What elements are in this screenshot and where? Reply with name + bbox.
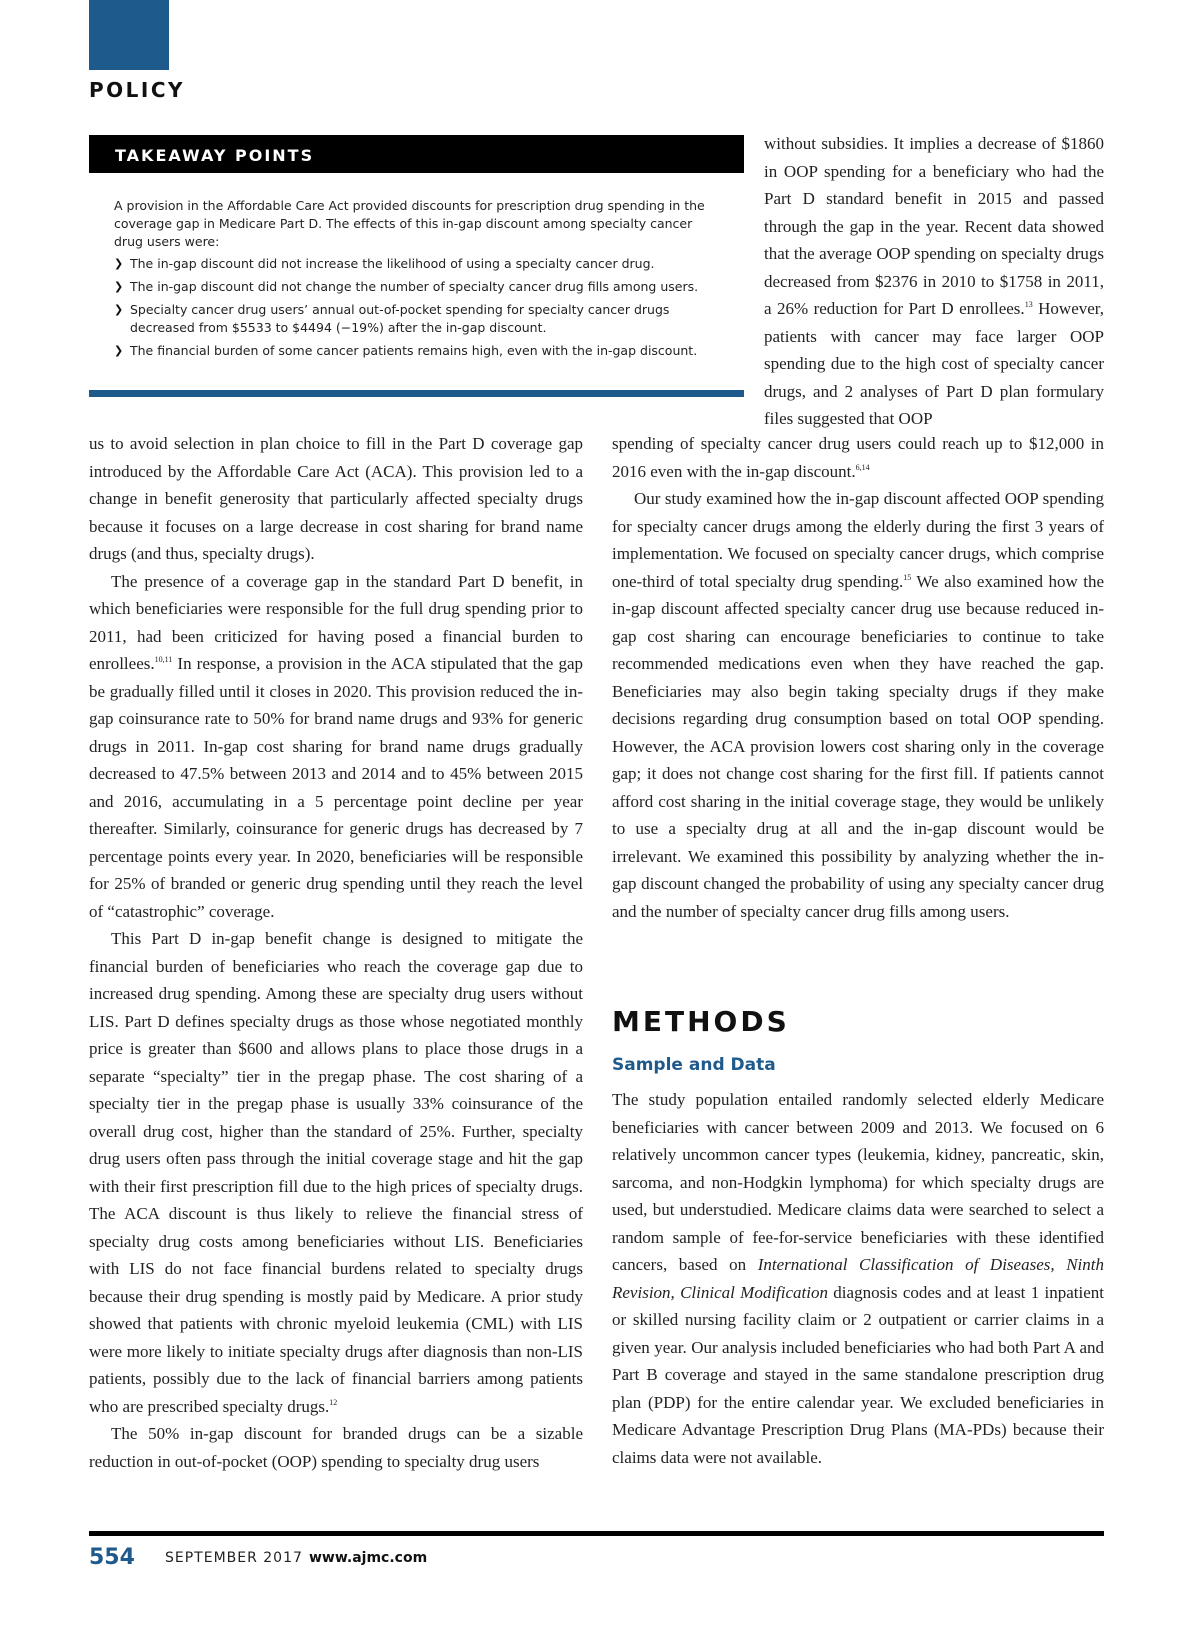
paragraph: The 50% in-gap discount for branded drugs can be a sizable reduction in out-of-pocket (OOP) spending to specialty drug users xyxy=(89,1424,583,1471)
paragraph xyxy=(612,485,1104,925)
paragraph-text: spending of specialty cancer drug users could reach up to $12,000 in 2016 even with the in-gap discount. xyxy=(612,434,1104,481)
paragraph-text: However, patients with cancer may face larger OOP spending due to the high cost of specialty cancer drugs, and 2 analyses of Part D plan formulary files suggested that OOP xyxy=(764,299,1105,428)
takeaway-point xyxy=(114,278,724,296)
chevron-right-icon: ❯ xyxy=(114,257,124,270)
takeaway-point-text: The in-gap discount did not change the number of specialty cancer drug fills among users. xyxy=(130,279,699,294)
right-column-bottom xyxy=(612,1086,1104,1471)
paragraph xyxy=(89,568,583,926)
paragraph-text: Our study examined how the in-gap discount affected OOP spending for specialty cancer drugs among the elderly during the first 3 years of implementation. We focused on specialty cancer drugs, which comprise one-third of total specialty drug spending. xyxy=(612,489,1104,591)
paragraph xyxy=(612,1086,1104,1471)
right-column-top xyxy=(764,130,1104,433)
right-column-middle xyxy=(612,430,1104,925)
paragraph-text: without subsidies. It implies a decrease of $1860 in OOP spending for a beneficiary who had the Part D standard benefit in 2015 and passed through the gap in the year. Recent data showed that the average OOP spending on specialty drugs decreased from $2376 in 2010 to $1758 in 2011, a 26% reduction for Part D enrollees. xyxy=(764,134,1104,318)
paragraph xyxy=(764,130,1104,433)
paragraph-text: In response, a provision in the ACA stipulated that the gap be gradually filled until it closes in 2020. This provision reduced the in-gap coinsurance rate to 50% for brand name drugs and 93% for generic drugs in 2011. In-gap cost sharing for brand name drugs gradually decreased to 47.5% between 2013 and 2014 and to 45% between 2015 and 2016, accumulating in a 5 percentage point decline per year thereafter. Similarly, coinsurance for generic drugs has decreased by 7 percentage points every year. In 2020, beneficiaries will be responsible for 25% of branded or generic drug spending until they reach the level of “catastrophic” coverage. xyxy=(89,654,583,921)
chevron-right-icon: ❯ xyxy=(114,303,124,316)
footer-url[interactable]: www.ajmc.com xyxy=(309,1550,428,1566)
paragraph-text: We also examined how the in-gap discount affected specialty cancer drug use because reduced in-gap cost sharing can encourage beneficiaries to continue to take recommended medications even when they have reached the gap. Beneficiaries may also begin taking specialty drugs if they make decisions regarding drug consumption based on total OOP spending. However, the ACA provision lowers cost sharing only in the coverage gap; it does not change cost sharing for the first fill. If patients cannot afford cost sharing in the initial coverage stage, they would be unlikely to use a specialty drug at all and the in-gap discount would be irrelevant. We examined this possibility by analyzing whether the in-gap discount changed the probability of using any specialty cancer drug and the number of specialty cancer drug fills among users. xyxy=(612,571,1104,921)
takeaway-point xyxy=(114,255,724,273)
takeaway-point xyxy=(114,301,724,337)
reference-marker: 13 xyxy=(1024,300,1033,309)
takeaway-point-text: Specialty cancer drug users’ annual out-of-pocket spending for specialty cancer drugs decreased from $5533 to $4494 (−19%) after the in-gap discount. xyxy=(130,302,670,335)
methods-subheading: Sample and Data xyxy=(612,1055,776,1075)
footer-date: SEPTEMBER 2017 xyxy=(165,1550,303,1566)
chevron-right-icon: ❯ xyxy=(114,280,124,293)
section-label: POLICY xyxy=(89,78,186,102)
chevron-right-icon: ❯ xyxy=(114,344,124,357)
italic-text: International Classification of Diseases, Ninth Revision, Clinical Modification xyxy=(612,1255,1104,1302)
reference-marker: 10,11 xyxy=(154,655,173,664)
takeaway-point-text: The in-gap discount did not increase the likelihood of using a specialty cancer drug. xyxy=(130,256,655,271)
paragraph xyxy=(89,925,583,1420)
methods-heading: METHODS xyxy=(612,1005,790,1038)
takeaway-title: TAKEAWAY POINTS xyxy=(115,146,315,165)
page-number: 554 xyxy=(89,1545,135,1570)
takeaway-list xyxy=(114,255,724,360)
reference-marker: 6,14 xyxy=(855,462,870,472)
reference-marker: 15 xyxy=(903,572,912,582)
paragraph: us to avoid selection in plan choice to fill in the Part D coverage gap introduced by the Affordable Care Act (ACA). This provision led to a change in benefit generosity that particularly affected specialty drugs because it focuses on a large decrease in cost sharing for brand name drugs (and thus, specialty drugs). xyxy=(89,434,583,563)
left-column xyxy=(89,430,583,1475)
takeaway-point-text: The financial burden of some cancer patients remains high, even with the in-gap discount. xyxy=(130,343,698,358)
paragraph-text: diagnosis codes and at least 1 inpatient or skilled nursing facility claim or 2 outpatient or carrier claims in a given year. Our analysis included beneficiaries who had both Part A and Part B coverage and stayed in the same standalone prescription drug plan (PDP) for the entire calendar year. We excluded beneficiaries in Medicare Advantage Prescription Drug Plans (MA-PDs) because their claims data were not available. xyxy=(612,1282,1104,1467)
takeaway-point xyxy=(114,342,724,360)
takeaway-bottom-rule xyxy=(89,390,744,397)
paragraph xyxy=(612,430,1104,485)
takeaway-body xyxy=(114,197,724,365)
takeaway-intro: A provision in the Affordable Care Act provided discounts for prescription drug spending in the coverage gap in Medicare Part D. The effects of this in-gap discount among specialty cancer drug users were: xyxy=(114,198,705,249)
paragraph-text: This Part D in-gap benefit change is designed to mitigate the financial burden of beneficiaries who reach the coverage gap due to increased drug spending. Among these are specialty drug users without LIS. Part D defines specialty drugs as those whose negotiated monthly price is greater than $600 and allows plans to place those drugs in a separate “specialty” tier in the pregap phase. The cost sharing of a specialty tier in the pregap phase is usually 33% coinsurance of the overall drug cost, higher than the standard of 25%. Further, specialty drug users often pass through the initial coverage stage and hit the gap with their first prescription fill due to the high prices of specialty drugs. The ACA discount is thus likely to relieve the financial stress of specialty drug costs among beneficiaries without LIS. Beneficiaries with LIS do not face financial burdens related to specialty drugs because their drug spending is mostly paid by Medicare. A prior study showed that patients with chronic myeloid leukemia (CML) with LIS were more likely to initiate specialty drugs after diagnosis than non-LIS patients, possibly due to the lack of financial barriers among patients who are prescribed specialty drugs. xyxy=(89,929,583,1416)
footer-rule xyxy=(89,1531,1104,1536)
paragraph-text: The study population entailed randomly selected elderly Medicare beneficiaries with cancer between 2009 and 2013. We focused on 6 relatively uncommon cancer types (leukemia, kidney, pancreatic, skin, sarcoma, and non-Hodgkin lymphoma) for which specialty drugs are used, but understudied. Medicare claims data were searched to select a random sample of fee-for-service beneficiaries with these identified cancers, based on xyxy=(612,1090,1104,1274)
reference-marker: 12 xyxy=(329,1397,338,1407)
takeaway-box xyxy=(89,135,744,397)
section-color-tab xyxy=(89,0,169,70)
paragraph-text: The presence of a coverage gap in the standard Part D benefit, in which beneficiaries were responsible for the full drug spending prior to 2011, had been criticized for having posed a financial burden to enrollees. xyxy=(89,571,583,673)
